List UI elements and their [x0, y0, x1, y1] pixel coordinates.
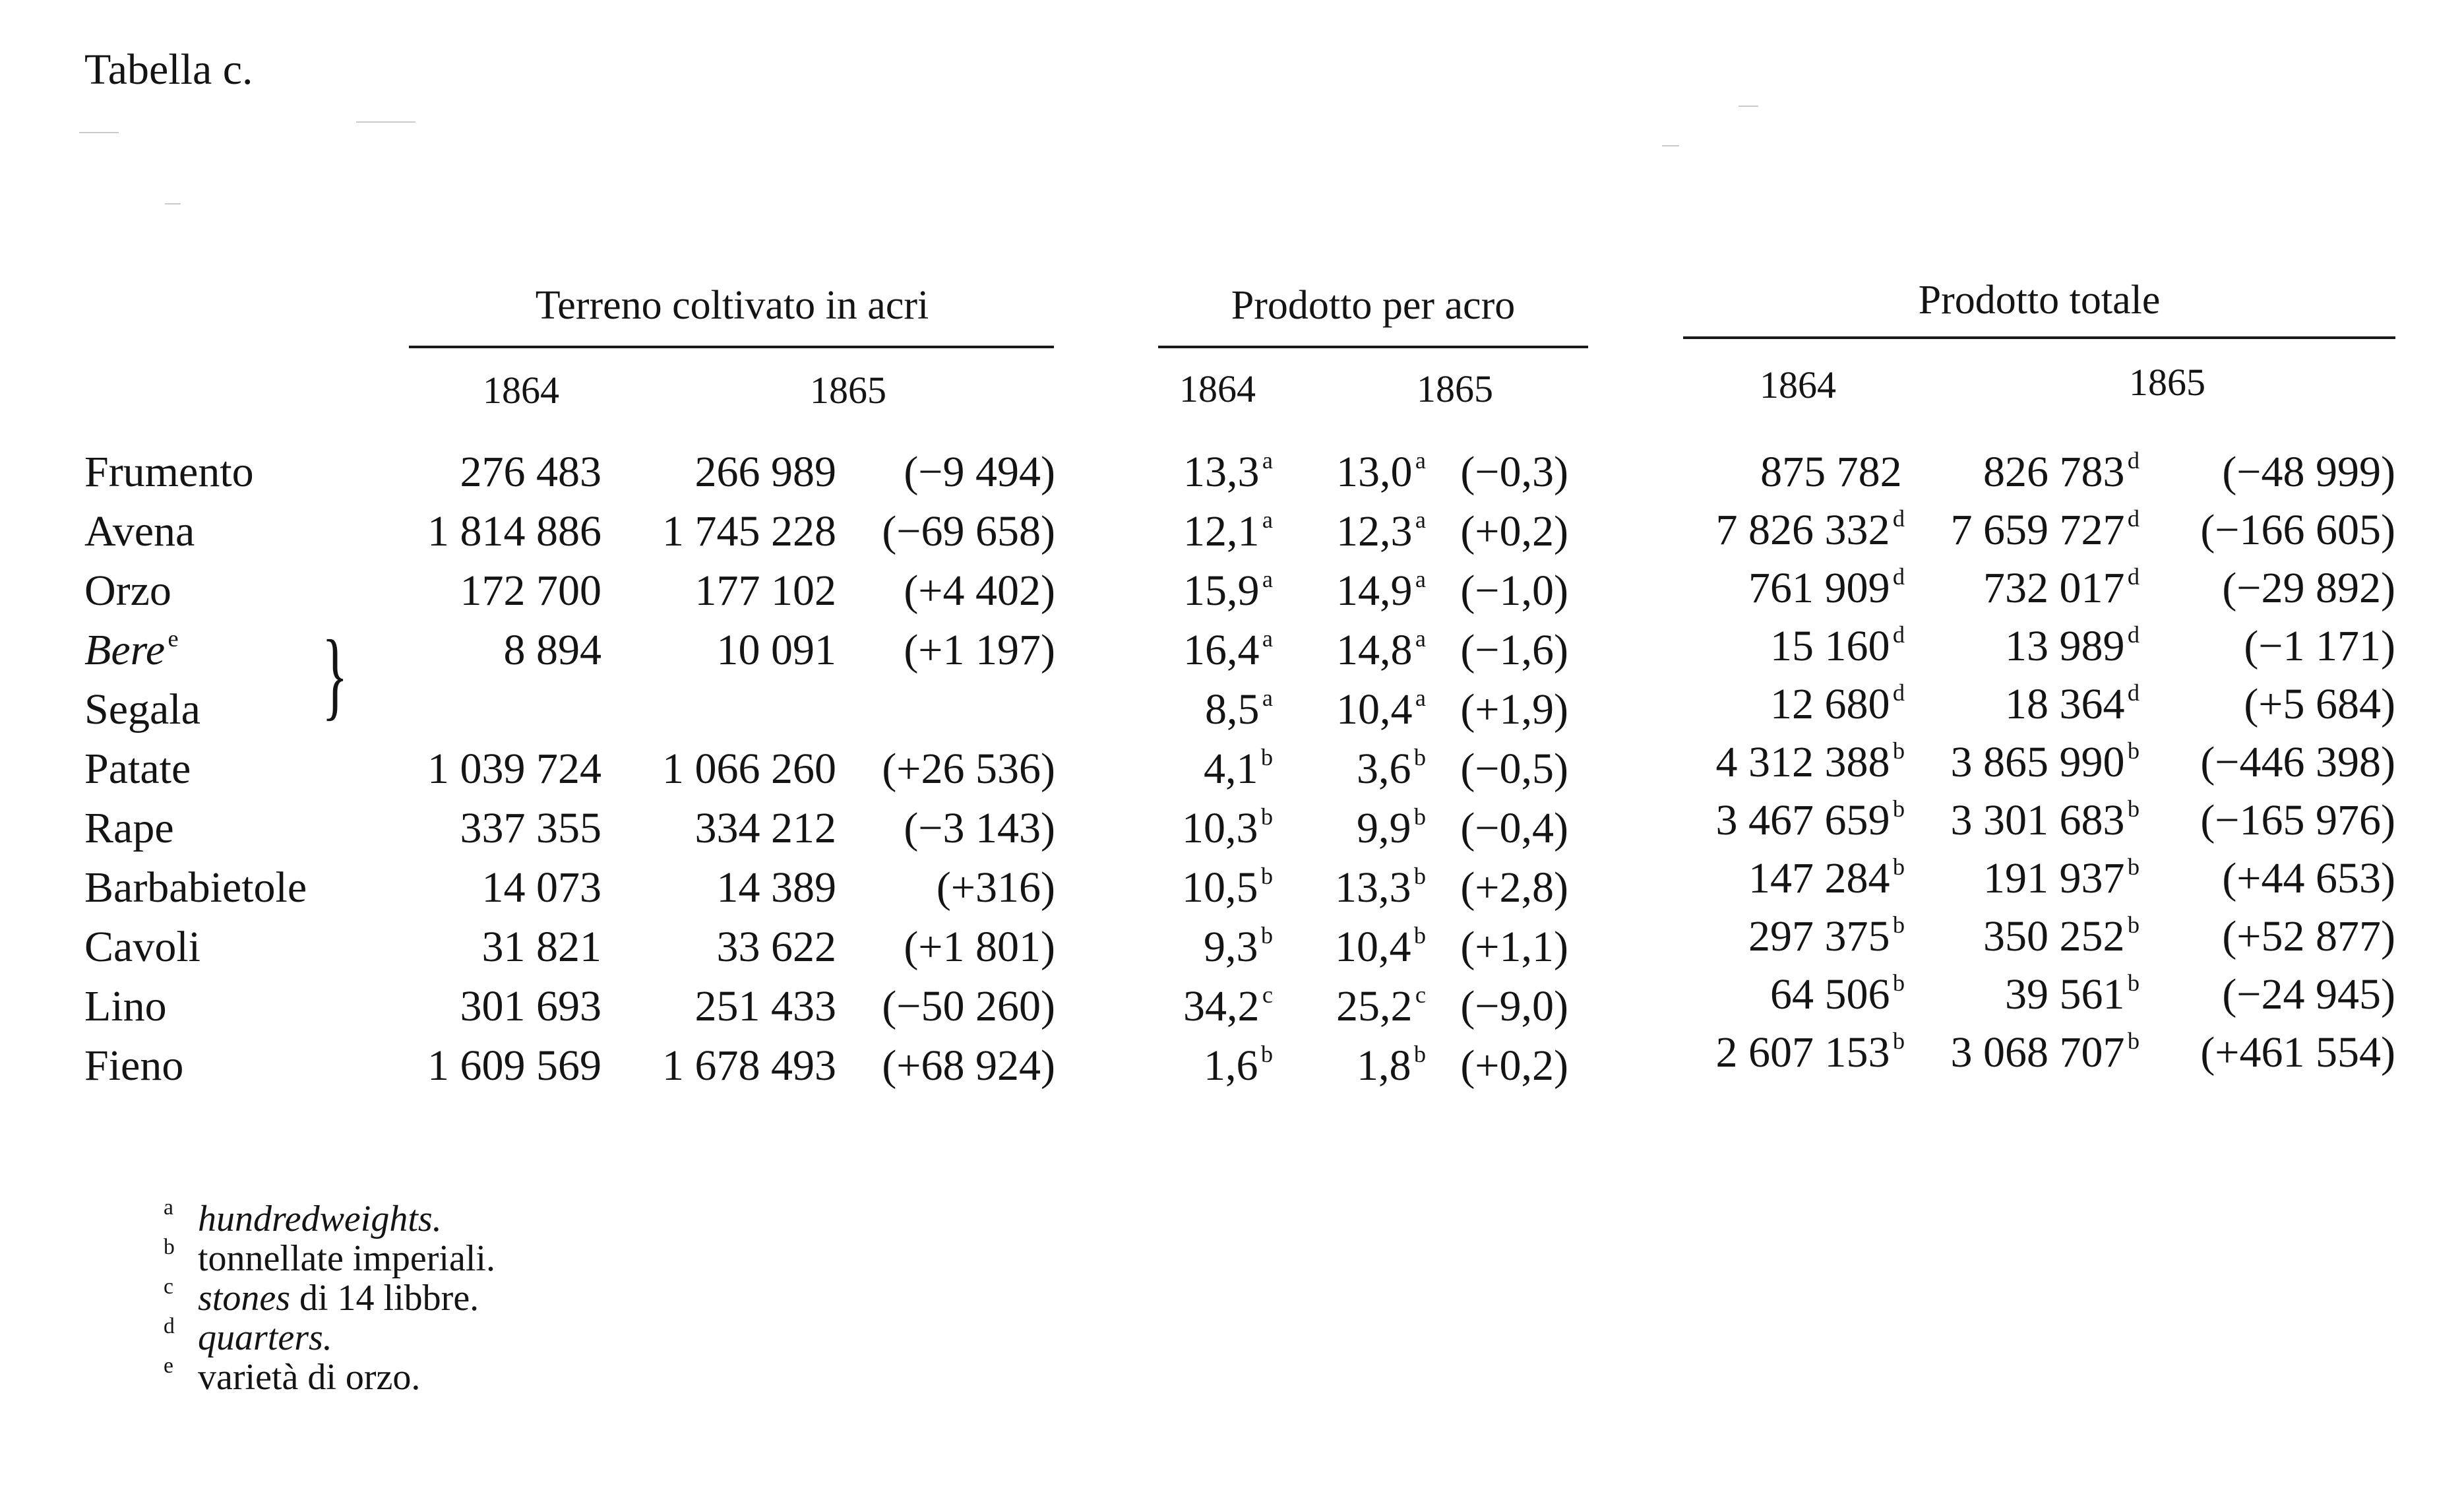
note-marker: b [2127, 969, 2140, 996]
cell-land-diff-value: (+1 801) [904, 923, 1055, 971]
cell-per-acre-diff [1460, 803, 1568, 854]
cell-total-diff-value: (+5 684) [2244, 680, 2395, 728]
cell-total-diff-value: (+461 554) [2200, 1028, 2395, 1077]
footnote-mark: a [164, 1195, 173, 1220]
cell-total-1865-value: 350 252 [1983, 912, 2125, 960]
row-label-text: Orzo [84, 567, 171, 615]
note-marker: b [1413, 862, 1426, 889]
cell-total-1865 [2005, 970, 2140, 1020]
table-title: Tabella c. [84, 46, 253, 94]
cell-total-1864 [1770, 679, 1905, 730]
cell-per-acre-1864-value: 4,1 [1204, 745, 1258, 793]
cell-total-1865 [2005, 621, 2140, 671]
cell-land-diff [882, 1041, 1055, 1091]
note-marker: b [1892, 795, 1905, 822]
year-header-total-1865: 1865 [2129, 361, 2205, 404]
cell-per-acre-1864-value: 15,9 [1183, 567, 1260, 615]
cell-per-acre-1864-value: 10,5 [1182, 863, 1258, 912]
row-label [84, 922, 200, 972]
cell-per-acre-1865 [1336, 566, 1426, 616]
cell-per-acre-1864 [1183, 447, 1273, 497]
row-label-text: Barbabietole [84, 863, 307, 912]
cell-per-acre-diff-value: (−9,0) [1460, 982, 1568, 1030]
row-label [84, 566, 171, 616]
note-marker: b [2127, 911, 2140, 938]
cell-total-diff-value: (−48 999) [2222, 448, 2395, 496]
note-marker: b [1892, 737, 1905, 764]
cell-land-1864 [460, 447, 602, 497]
row-label [84, 507, 195, 557]
cell-land-1865 [717, 863, 837, 913]
scan-speck [1662, 145, 1679, 146]
note-marker: a [1415, 447, 1426, 474]
note-marker: a [1262, 506, 1273, 533]
footnote-text: tonnellate imperiali. [198, 1238, 495, 1279]
cell-per-acre-1865 [1335, 922, 1426, 972]
cell-total-1864-value: 4 312 388 [1715, 738, 1890, 786]
cell-per-acre-1865-value: 14,9 [1336, 567, 1413, 615]
cell-total-diff [2222, 854, 2395, 904]
cell-per-acre-diff [1460, 982, 1568, 1032]
cell-per-acre-diff-value: (−0,3) [1460, 448, 1568, 496]
row-label-text: Bere [84, 626, 166, 674]
row-label-text: Cavoli [84, 923, 200, 971]
cell-land-diff-value: (−69 658) [882, 507, 1055, 555]
note-marker: b [1892, 969, 1905, 996]
note-marker: b [1892, 911, 1905, 938]
cell-total-1865 [1983, 563, 2140, 613]
cell-per-acre-1864 [1204, 922, 1273, 972]
scan-speck [1739, 106, 1758, 107]
cell-land-diff-value: (+4 402) [904, 567, 1055, 615]
cell-land-diff-value: (−50 260) [882, 982, 1055, 1030]
note-marker: c [1262, 981, 1273, 1008]
footnote-marker [161, 1274, 198, 1319]
note-marker: b [1892, 853, 1905, 880]
cell-per-acre-diff-value: (+2,8) [1460, 863, 1568, 912]
cell-per-acre-diff-value: (−1,0) [1460, 567, 1568, 615]
cell-total-1865-value: 3 865 990 [1950, 738, 2125, 786]
row-label-text: Avena [84, 507, 195, 555]
cell-per-acre-1865 [1357, 744, 1426, 794]
cell-per-acre-diff-value: (−1,6) [1460, 626, 1568, 674]
cell-land-1864-value: 1 039 724 [427, 745, 601, 793]
cell-per-acre-1865-value: 25,2 [1336, 982, 1413, 1030]
note-marker: d [1892, 505, 1905, 532]
cell-land-1864-value: 301 693 [460, 982, 601, 1030]
cell-per-acre-diff [1460, 507, 1568, 557]
cell-per-acre-diff [1460, 447, 1568, 497]
cell-total-1865-value: 191 937 [1983, 854, 2125, 902]
cell-land-diff [904, 803, 1055, 854]
note-marker: b [1260, 921, 1273, 949]
cell-per-acre-diff [1460, 685, 1568, 735]
cell-land-1865 [717, 922, 837, 972]
cell-total-diff [2222, 563, 2395, 613]
note-marker: b [2127, 737, 2140, 764]
cell-land-1864-value: 14 073 [481, 863, 601, 912]
cell-per-acre-1864-value: 1,6 [1204, 1042, 1258, 1090]
cell-total-1864 [1760, 447, 1905, 497]
cell-land-1864-value: 172 700 [460, 567, 601, 615]
cell-per-acre-1864-value: 10,3 [1182, 804, 1258, 852]
note-marker: d [2127, 621, 2140, 648]
cell-per-acre-1865-value: 10,4 [1335, 923, 1411, 971]
cell-land-diff [904, 447, 1055, 497]
note-marker: a [1415, 506, 1426, 533]
cell-per-acre-1865-value: 14,8 [1336, 626, 1413, 674]
cell-land-diff-value: (+316) [936, 863, 1055, 912]
cell-per-acre-1865-value: 9,9 [1357, 804, 1411, 852]
cell-land-1865 [695, 566, 837, 616]
note-marker: b [1260, 743, 1273, 770]
cell-total-1865 [2005, 679, 2140, 730]
cell-land-1865-value: 14 389 [716, 863, 836, 912]
cell-land-1864-value: 1 814 886 [427, 507, 601, 555]
row-label-text: Patate [84, 745, 191, 793]
cell-per-acre-1864 [1205, 685, 1273, 735]
cell-per-acre-1865-value: 3,6 [1357, 745, 1411, 793]
group-rule-land [409, 346, 1054, 348]
year-header-land-1865: 1865 [810, 369, 886, 412]
cell-per-acre-diff [1460, 625, 1568, 675]
cell-per-acre-1864 [1183, 507, 1273, 557]
cell-total-diff [2244, 621, 2395, 671]
cell-land-1864 [460, 803, 602, 854]
footnote [161, 1195, 442, 1240]
footnote-text-rest: di 14 libbre. [290, 1278, 479, 1319]
cell-total-1864-value: 761 909 [1748, 564, 1890, 612]
cell-land-1865-value: 10 091 [716, 626, 836, 674]
scan-speck [79, 132, 119, 133]
cell-total-1864-value: 15 160 [1770, 622, 1890, 670]
cell-total-1864-value: 12 680 [1770, 680, 1890, 728]
cell-land-diff [904, 922, 1055, 972]
note-marker: b [2127, 1027, 2140, 1054]
cell-land-1865-value: 177 102 [694, 567, 836, 615]
footnote [161, 1234, 495, 1280]
cell-land-1864 [482, 863, 602, 913]
note-marker: d [2127, 447, 2140, 474]
cell-per-acre-1865 [1336, 982, 1426, 1032]
footnote-text: hundredweights. [198, 1199, 442, 1239]
cell-land-1865-value: 251 433 [694, 982, 836, 1030]
row-label [84, 803, 174, 854]
cell-total-1864-value: 2 607 153 [1715, 1028, 1890, 1077]
cell-total-1864-value: 875 782 [1760, 448, 1902, 496]
row-label [84, 744, 191, 794]
cell-total-1865-value: 3 068 707 [1950, 1028, 2125, 1077]
cell-land-diff [882, 982, 1055, 1032]
cell-total-diff [2200, 737, 2395, 788]
cell-total-1865-value: 732 017 [1983, 564, 2125, 612]
cell-per-acre-diff-value: (+1,9) [1460, 685, 1568, 733]
cell-per-acre-diff [1460, 1041, 1568, 1091]
cell-total-diff-value: (−29 892) [2222, 564, 2395, 612]
cell-land-1864 [427, 1041, 601, 1091]
footnote [161, 1274, 479, 1319]
group-header-total: Prodotto totale [1918, 278, 2161, 323]
cell-land-1865 [695, 803, 837, 854]
cell-per-acre-1864 [1182, 863, 1273, 913]
cell-land-1865 [662, 1041, 836, 1091]
cell-per-acre-1864-value: 13,3 [1183, 448, 1260, 496]
cell-per-acre-1864-value: 16,4 [1183, 626, 1260, 674]
cell-total-1865-value: 13 989 [2005, 622, 2125, 670]
cell-land-1865-value: 33 622 [716, 923, 836, 971]
cell-total-1864 [1716, 737, 1905, 788]
cell-per-acre-1865 [1335, 863, 1426, 913]
footnote-marker [161, 1313, 198, 1359]
cell-land-diff [904, 625, 1055, 675]
cell-per-acre-1864-value: 9,3 [1204, 923, 1258, 971]
cell-land-1865 [662, 744, 836, 794]
cell-total-1864-value: 64 506 [1770, 970, 1890, 1018]
cell-total-1865 [1983, 447, 2140, 497]
cell-land-1865-value: 266 989 [694, 448, 836, 496]
cell-total-1865-value: 39 561 [2005, 970, 2125, 1018]
cell-per-acre-diff [1460, 566, 1568, 616]
cell-total-diff [2222, 912, 2395, 962]
note-marker: b [1892, 1027, 1905, 1054]
cell-per-acre-1864-value: 34,2 [1183, 982, 1260, 1030]
note-marker: b [1260, 803, 1273, 830]
cell-total-1865 [1951, 505, 2140, 555]
cell-per-acre-1865 [1336, 625, 1426, 675]
note-marker: b [1260, 1040, 1273, 1067]
note-marker: a [1415, 565, 1426, 592]
note-marker: c [1415, 981, 1426, 1008]
note-marker: b [1260, 862, 1273, 889]
note-marker: d [2127, 563, 2140, 590]
note-marker: d [1892, 679, 1905, 706]
note-marker: b [1413, 803, 1426, 830]
cell-total-1864 [1716, 505, 1905, 555]
cell-per-acre-diff-value: (−0,5) [1460, 745, 1568, 793]
note-marker: a [1415, 625, 1426, 652]
cell-per-acre-1864-value: 8,5 [1205, 685, 1260, 733]
cell-per-acre-diff [1460, 863, 1568, 913]
cell-total-diff [2200, 796, 2395, 846]
cell-total-1864-value: 297 375 [1748, 912, 1890, 960]
cell-land-1864-value: 8 894 [503, 626, 601, 674]
cell-land-1864 [427, 507, 601, 557]
note-marker: b [1413, 743, 1426, 770]
cell-land-1864 [482, 922, 602, 972]
cell-per-acre-diff [1460, 744, 1568, 794]
row-label [84, 1041, 183, 1091]
cell-land-1865 [717, 625, 837, 675]
year-header-total-1864: 1864 [1760, 363, 1836, 406]
cell-per-acre-diff-value: (+1,1) [1460, 923, 1568, 971]
cell-total-1865 [1983, 912, 2140, 962]
footnote-text: stones [198, 1278, 290, 1319]
cell-per-acre-1864 [1183, 982, 1273, 1032]
note-marker: d [2127, 505, 2140, 532]
cell-total-diff [2244, 679, 2395, 730]
note-marker: a [1262, 565, 1273, 592]
cell-total-1864 [1770, 621, 1905, 671]
note-marker: d [2127, 679, 2140, 706]
cell-per-acre-1865 [1357, 1041, 1426, 1091]
cell-land-1864-value: 276 483 [460, 448, 601, 496]
footnote-mark: b [164, 1234, 175, 1259]
cell-per-acre-1865-value: 10,4 [1336, 685, 1413, 733]
footnote [161, 1313, 332, 1359]
group-rule-total [1683, 336, 2395, 339]
cell-land-1864-value: 31 821 [481, 923, 601, 971]
cell-total-diff [2222, 970, 2395, 1020]
cell-total-1865-value: 18 364 [2005, 680, 2125, 728]
cell-land-1864-value: 1 609 569 [427, 1042, 601, 1090]
cell-total-diff [2222, 447, 2395, 497]
note-marker: a [1415, 684, 1426, 711]
year-header-land-1864: 1864 [483, 369, 559, 412]
group-rule-per-acre [1158, 346, 1588, 348]
note-marker: e [168, 625, 179, 652]
cell-total-1864 [1748, 854, 1905, 904]
cell-land-1864 [460, 982, 602, 1032]
row-label [84, 447, 254, 497]
year-header-per-acre-1865: 1865 [1417, 367, 1493, 410]
footnote [161, 1353, 421, 1398]
cell-per-acre-1864 [1182, 803, 1273, 854]
cell-total-1864-value: 147 284 [1748, 854, 1890, 902]
cell-per-acre-1865-value: 1,8 [1357, 1042, 1411, 1090]
cell-land-1865 [695, 982, 837, 1032]
year-header-per-acre-1864: 1864 [1179, 367, 1256, 410]
note-marker: b [2127, 853, 2140, 880]
cell-total-1865 [1951, 737, 2140, 788]
cell-per-acre-1865 [1357, 803, 1426, 854]
row-label-text: Rape [84, 804, 174, 852]
row-label-text: Frumento [84, 448, 254, 496]
row-label-text: Lino [84, 982, 167, 1030]
cell-total-1864-value: 7 826 332 [1715, 506, 1890, 554]
note-marker: a [1262, 625, 1273, 652]
cell-total-1865-value: 826 783 [1983, 448, 2125, 496]
cell-total-1864-value: 3 467 659 [1715, 796, 1890, 844]
note-marker: a [1262, 684, 1273, 711]
cell-land-1865-value: 1 066 260 [662, 745, 836, 793]
cell-total-1864 [1716, 796, 1905, 846]
footnote-text: varietà di orzo. [198, 1357, 421, 1398]
cell-land-diff [937, 863, 1055, 913]
cell-total-1865 [1983, 854, 2140, 904]
scan-speck [165, 203, 181, 204]
cell-total-1865 [1951, 796, 2140, 846]
cell-total-1864 [1770, 970, 1905, 1020]
cell-per-acre-1865 [1336, 685, 1426, 735]
note-marker: a [1262, 447, 1273, 474]
cell-total-diff-value: (−24 945) [2222, 970, 2395, 1018]
cell-per-acre-1865-value: 13,3 [1335, 863, 1411, 912]
row-label [84, 863, 307, 913]
cell-total-diff [2200, 505, 2395, 555]
cell-total-diff-value: (−166 605) [2200, 506, 2395, 554]
scan-speck [356, 121, 416, 123]
cell-per-acre-1865 [1336, 507, 1426, 557]
cell-land-diff [904, 566, 1055, 616]
cell-land-1865-value: 334 212 [694, 804, 836, 852]
footnote-mark: d [164, 1313, 175, 1338]
note-marker: b [1413, 921, 1426, 949]
cell-land-1864 [427, 744, 601, 794]
cell-total-diff-value: (+52 877) [2222, 912, 2395, 960]
note-marker: d [1892, 621, 1905, 648]
cell-land-diff-value: (−9 494) [904, 448, 1055, 496]
cell-total-diff-value: (−1 171) [2244, 622, 2395, 670]
note-marker: b [1413, 1040, 1426, 1067]
cell-per-acre-1865-value: 13,0 [1336, 448, 1413, 496]
cell-per-acre-1865-value: 12,3 [1336, 507, 1413, 555]
cell-per-acre-1864 [1183, 566, 1273, 616]
cell-land-diff-value: (+26 536) [882, 745, 1055, 793]
cell-total-diff [2200, 1028, 2395, 1078]
cell-land-1865-value: 1 745 228 [662, 507, 836, 555]
cell-per-acre-diff-value: (−0,4) [1460, 804, 1568, 852]
group-header-per-acre: Prodotto per acro [1231, 283, 1516, 328]
cell-per-acre-diff [1460, 922, 1568, 972]
row-label-text: Segala [84, 685, 200, 733]
row-label-text: Fieno [84, 1042, 184, 1090]
footnote-marker [161, 1234, 198, 1280]
cell-land-diff-value: (−3 143) [904, 804, 1055, 852]
cell-total-diff-value: (−446 398) [2200, 738, 2395, 786]
cell-land-diff-value: (+1 197) [904, 626, 1055, 674]
note-marker: d [1892, 563, 1905, 590]
row-label [84, 982, 167, 1032]
group-header-land: Terreno coltivato in acri [535, 283, 929, 328]
row-label [84, 685, 200, 735]
footnote-marker [161, 1195, 198, 1240]
cell-per-acre-1865 [1336, 447, 1426, 497]
cell-land-1864-value: 337 355 [460, 804, 601, 852]
cell-total-1864 [1748, 912, 1905, 962]
cell-per-acre-1864 [1183, 625, 1273, 675]
cell-land-1864 [460, 566, 602, 616]
cell-total-1865 [1951, 1028, 2140, 1078]
cell-land-diff [882, 744, 1055, 794]
note-marker: b [2127, 795, 2140, 822]
footnote-mark: e [164, 1353, 173, 1378]
cell-land-diff-value: (+68 924) [882, 1042, 1055, 1090]
cell-total-1864 [1716, 1028, 1905, 1078]
cell-land-1865 [662, 507, 836, 557]
cell-per-acre-diff-value: (+0,2) [1460, 1042, 1568, 1090]
cell-total-1865-value: 3 301 683 [1950, 796, 2125, 844]
cell-per-acre-1864 [1204, 744, 1273, 794]
cell-land-diff [882, 507, 1055, 557]
row-label [84, 625, 179, 675]
footnote-marker [161, 1353, 198, 1398]
footnote-mark: c [164, 1274, 173, 1299]
brace-bere-segala: } [322, 620, 348, 730]
cell-land-1865 [695, 447, 837, 497]
cell-per-acre-diff-value: (+0,2) [1460, 507, 1568, 555]
cell-total-1865-value: 7 659 727 [1950, 506, 2125, 554]
cell-per-acre-1864 [1204, 1041, 1273, 1091]
cell-per-acre-1864-value: 12,1 [1183, 507, 1260, 555]
cell-total-diff-value: (+44 653) [2222, 854, 2395, 902]
cell-land-1864 [504, 625, 602, 675]
footnote-text: quarters. [198, 1317, 332, 1358]
cell-total-1864 [1748, 563, 1905, 613]
cell-total-diff-value: (−165 976) [2200, 796, 2395, 844]
cell-land-1865-value: 1 678 493 [662, 1042, 836, 1090]
